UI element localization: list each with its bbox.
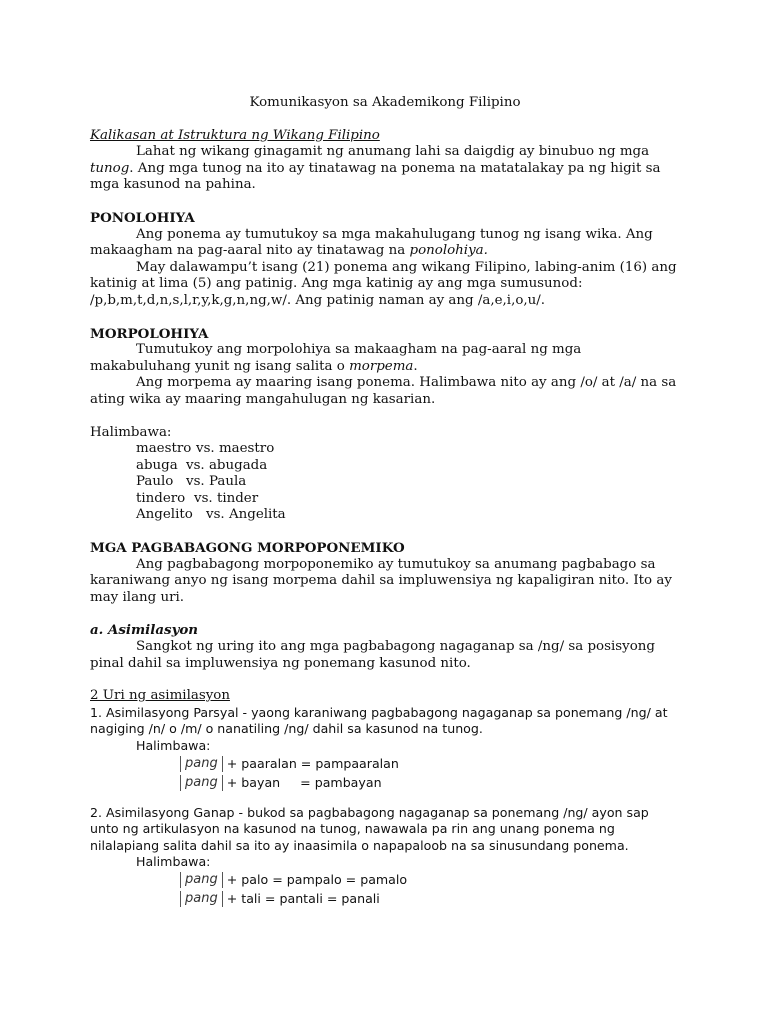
document-body [90, 95, 680, 909]
ponolohiya-heading: PONOLOHIYA [90, 209, 195, 226]
formula-row: pang + tali = pantali = panali [90, 890, 680, 909]
uri-heading: 2 Uri ng asimilasyon [90, 688, 230, 704]
formula-row: pang + palo = pampalo = pamalo [90, 871, 680, 890]
intro-paragraph: Lahat ng wikang ginagamit ng anumang lahi sa daigdig ay binubuo ng mga tunog. Ang mga tunog na ito ay tinatawag na ponema na matatalakay pa ng higit sa mga kasunod na pahina. [90, 144, 661, 193]
morpoponemiko-heading: MGA PAGBABAGONG MORPOPONEMIKO [90, 540, 405, 557]
ganap-paragraph: 2. Asimilasyong Ganap - bukod sa pagbabagong nagaganap sa ponemang /ng/ ayon sap unto ng artikulasyon na kasunod na tunog, nawawala pa rin ang unang ponema ng nilalapiang salita dahil sa ito ay inaasimila o napapaloob na sa sinusundang ponema. [90, 804, 649, 853]
parsyal-paragraph: 1. Asimilasyong Parsyal - yaong karaniwang pagbabagong nagaganap sa ponemang /ng/ at nagiging /n/ o /m/ o nanatiling /ng/ dahil sa kasunod na tunog. [90, 704, 668, 737]
formula-row: pang + bayan = pambayan [90, 774, 680, 793]
prefix-bracket: pang [180, 872, 223, 888]
prefix-bracket: pang [180, 756, 223, 772]
ponolohiya-paragraph-2: May dalawampu’t isang (21) ponema ang wikang Filipino, labing-anim (16) ang katinig at lima (5) ang patinig. Ang mga katinig ay ang mga sumusunod: /p,b,m,t,d,n,s,l,r,y,k,g,n,ng,w/. Ang patinig naman ay ang /a,e,i,o,u/. [90, 259, 677, 308]
morpolohiya-paragraph-1: Tumutukoy ang morpolohiya sa makaagham na pag-aaral ng mga makabuluhang yunit ng isang salita o morpema. [90, 342, 582, 374]
morpolohiya-heading: MORPOLOHIYA [90, 325, 209, 342]
prefix-bracket: pang [180, 891, 223, 907]
parsyal-halimbawa-label: Halimbawa: [136, 738, 211, 753]
halimbawa-label: Halimbawa: [90, 424, 172, 440]
morpoponemiko-paragraph: Ang pagbabagong morpoponemiko ay tumutukoy sa anumang pagbabago sa karaniwang anyo ng isang morpema dahil sa impluwensiya ng kapaligiran nito. Ito ay may ilang uri. [90, 556, 672, 605]
asimilasyon-heading: a. Asimilasyon [90, 622, 199, 639]
example-pair: tindero vs. tinder [136, 490, 259, 506]
ganap-halimbawa-label: Halimbawa: [136, 854, 211, 870]
example-pair: Angelito vs. Angelita [136, 507, 286, 523]
page-title: Komunikasyon sa Akademikong Filipino [249, 95, 521, 110]
ponolohiya-paragraph-1: Ang ponema ay tumutukoy sa mga makahulugang tunog ng isang wika. Ang makaagham na pag-aaral nito ay tinatawag na ponolohiya. [90, 226, 653, 259]
example-pair: Paulo vs. Paula [136, 474, 247, 490]
prefix-bracket: pang [180, 775, 223, 791]
example-pair: abuga vs. abugada [136, 457, 268, 473]
formula-row: pang + paaralan = pampaaralan [90, 755, 680, 774]
asimilasyon-paragraph: Sangkot ng uring ito ang mga pagbabagong nagaganap sa /ng/ sa posisyong pinal dahil sa impluwensiya ng ponemang kasunod nito. [90, 639, 655, 671]
subtitle: Kalikasan at Istruktura ng Wikang Filipino [90, 127, 380, 143]
example-pair: maestro vs. maestro [136, 441, 275, 457]
morpolohiya-paragraph-2: Ang morpema ay maaring isang ponema. Halimbawa nito ay ang /o/ at /a/ na sa ating wika ay maaring mangahulugan ng kasarian. [90, 375, 677, 407]
